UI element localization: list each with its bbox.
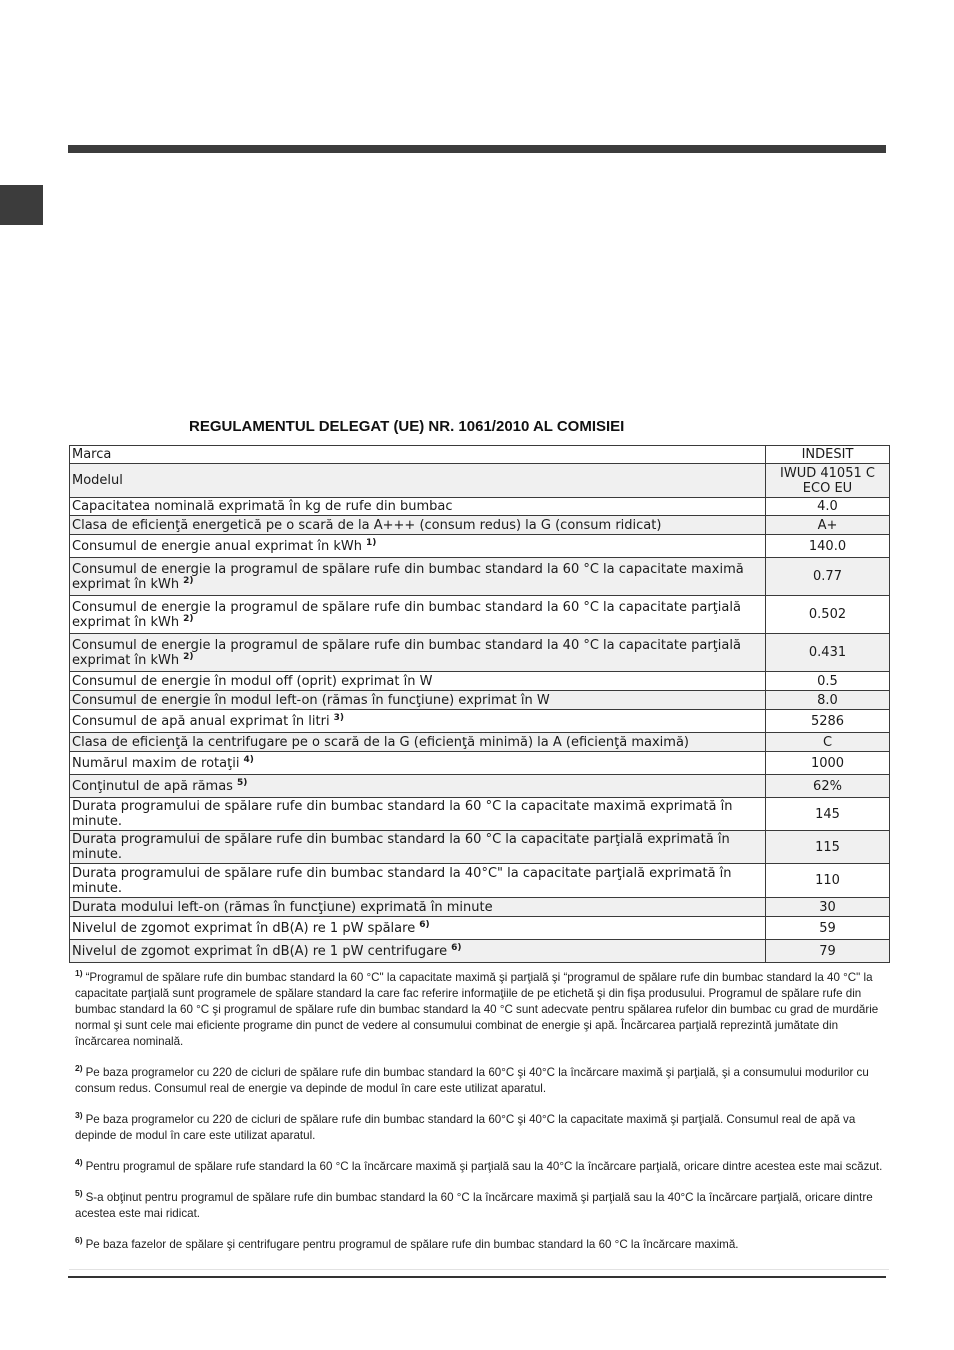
footnote-marker: 5) (75, 1188, 83, 1198)
regulation-title: REGULAMENTUL DELEGAT (UE) NR. 1061/2010 AL COMISIEI (189, 418, 625, 435)
row-label-cell (70, 775, 766, 798)
row-label: Consumul de energie anual exprimat în kWh (72, 538, 362, 554)
row-label: Clasa de eficienţă energetică pe o scară de la A+++ (consum redus) la G (consum ridicat) (72, 517, 662, 533)
row-label-cell (70, 940, 766, 963)
row-value: 145 (766, 798, 890, 831)
table-row (70, 775, 890, 798)
row-value: 0.431 (766, 634, 890, 672)
table-row (70, 535, 890, 558)
footnote-reference: 2) (183, 575, 194, 586)
row-label-cell (70, 535, 766, 558)
row-label-cell (70, 710, 766, 733)
footnote-marker: 2) (75, 1063, 83, 1073)
footnote-reference: 5) (236, 777, 248, 788)
table-row (70, 917, 890, 940)
footnote (75, 1064, 885, 1097)
footnote-reference: 4) (243, 754, 254, 765)
row-label-cell (70, 691, 766, 710)
row-label: Durata programului de spălare rufe din bumbac standard la 40°C" la capacitate parţială exprimată în minute. (72, 865, 732, 896)
row-label-cell (70, 464, 766, 498)
specification-table (69, 445, 890, 963)
row-label-cell (70, 798, 766, 831)
row-label: Modelul (72, 473, 123, 488)
row-label: Consumul de energie la programul de spălare rufe din bumbac standard la 60 °C la capacitate parţială exprimat în kWh (72, 599, 741, 630)
footnote-text: Pe baza programelor cu 220 de cicluri de spălare rufe din bumbac standard la 60°C şi 40°C la capacitate maximă şi parţială. Consumul real de apă va depinde de modul în care este utilizat aparatul. (75, 1113, 856, 1142)
row-label: Nivelul de zgomot exprimat în dB(A) re 1 pW centrifugare (72, 943, 448, 959)
footnote (75, 1189, 885, 1222)
footnote-text: S-a obţinut pentru programul de spălare rufe din bumbac standard la 60 °C la încărcare maximă şi parţială sau la 40°C la încărcare parţială, oricare dintre acestea este mai ridicat. (75, 1191, 873, 1220)
row-label-cell (70, 558, 766, 596)
footnote-text: Pe baza fazelor de spălare şi centrifugare pentru programul de spălare rufe din bumbac standard la 60 °C la încărcare maximă. (85, 1238, 739, 1251)
row-label-cell (70, 498, 766, 516)
row-label: Consumul de energie la programul de spălare rufe din bumbac standard la 60 °C la capacitate maximă exprimat în kWh (72, 561, 744, 592)
footnote (75, 969, 885, 1050)
footnote (75, 1111, 885, 1144)
table-row (70, 596, 890, 634)
table-row (70, 733, 890, 752)
table-row (70, 672, 890, 691)
row-label-cell (70, 917, 766, 940)
footnote-reference: 2) (183, 613, 194, 624)
table-row (70, 446, 890, 464)
row-value: C (766, 733, 890, 752)
table-row (70, 864, 890, 898)
footnote-text: Pe baza programelor cu 220 de cicluri de spălare rufe din bumbac standard la 60°C şi 40°C la încărcare maximă şi parţială, şi a consumului modurilor cu consum redus. Consumul real de energie va depinde de modul în care este utilizat aparatul. (75, 1066, 869, 1095)
table-row (70, 940, 890, 963)
row-label: Consumul de apă anual exprimat în litri (72, 713, 330, 729)
row-label: Nivelul de zgomot exprimat în dB(A) re 1 pW spălare (72, 920, 416, 936)
row-label: Durata programului de spălare rufe din bumbac standard la 60 °C la capacitate maximă exprimată în minute. (72, 799, 733, 829)
row-value: 140.0 (766, 535, 890, 558)
row-value: 5286 (766, 710, 890, 733)
table-row (70, 516, 890, 535)
footnote-marker: 6) (75, 1235, 83, 1245)
footnote-marker: 1) (75, 968, 83, 978)
footnote-text: Pentru programul de spălare rufe standard la 60 °C la încărcare maximă şi parţială sau la 40°C la încărcare parţială, oricare dintre acestea este mai scăzut. (85, 1160, 883, 1173)
row-value: 59 (766, 917, 890, 940)
row-label-cell (70, 672, 766, 691)
row-value: 110 (766, 864, 890, 898)
table-row (70, 634, 890, 672)
row-value: 0.502 (766, 596, 890, 634)
footnote-reference: 1) (365, 537, 377, 548)
row-value: INDESIT (766, 446, 890, 464)
row-label-cell (70, 596, 766, 634)
footnote-reference: 6) (451, 942, 462, 953)
row-label-cell (70, 831, 766, 864)
row-value: A+ (766, 516, 890, 535)
footnote (75, 1158, 885, 1175)
row-value: 4.0 (766, 498, 890, 516)
header-rule (68, 145, 886, 153)
footnotes-divider (69, 1269, 889, 1270)
table-row (70, 898, 890, 917)
row-value: 8.0 (766, 691, 890, 710)
row-label-cell (70, 752, 766, 775)
footnote-reference: 3) (333, 712, 344, 723)
specification-table-body (70, 446, 890, 963)
row-value: 115 (766, 831, 890, 864)
row-label: Consumul de energie în modul left-on (rămas în funcţiune) exprimat în W (72, 692, 550, 708)
row-label: Durata modului left-on (rămas în funcţiune) exprimată în minute (72, 899, 493, 915)
row-value: 62% (766, 775, 890, 798)
row-value: 79 (766, 940, 890, 963)
row-label-cell (70, 898, 766, 917)
row-label-cell (70, 446, 766, 464)
table-row (70, 464, 890, 498)
row-label: Numărul maxim de rotaţii (72, 755, 240, 771)
table-row (70, 498, 890, 516)
footnote-text: “Programul de spălare rufe din bumbac standard la 60 °C" la capacitate maximă şi parţială şi “programul de spălare rufe din bumbac standard la 40 °C" la capacitate parţială sunt programele de spălare standard la care fac referire informaţiile de pe etichetă şi din fişa produsului. Programul de spălare rufe din bumbac standard la 60 °C şi programul de spălare rufe din bumbac standard la 40 °C sunt adecvate pentru spălarea rufelor din bumbac cu grad de murdărie normal şi sunt cele mai eficiente programe din punct de vedere al consumului combinat de energie şi apă. Încărcarea parţială reprezintă jumătate din încărcarea nominală. (75, 971, 879, 1048)
row-label-cell (70, 516, 766, 535)
section-tab (0, 185, 43, 225)
footnote-marker: 4) (75, 1157, 83, 1167)
table-row (70, 691, 890, 710)
row-label: Durata programului de spălare rufe din bumbac standard la 60 °C la capacitate parţială exprimată în minute. (72, 832, 730, 862)
row-label: Marca (72, 447, 112, 462)
row-label: Consumul de energie în modul off (oprit) exprimat în W (72, 673, 433, 689)
footnotes (75, 969, 885, 1267)
table-row (70, 710, 890, 733)
table-row (70, 558, 890, 596)
row-value: 0.5 (766, 672, 890, 691)
table-row (70, 798, 890, 831)
row-label: Consumul de energie la programul de spălare rufe din bumbac standard la 40 °C la capacitate parţială exprimat în kWh (72, 637, 741, 668)
row-value: 1000 (766, 752, 890, 775)
row-label: Conţinutul de apă rămas (72, 778, 233, 794)
footnote-marker: 3) (75, 1110, 83, 1120)
table-row (70, 831, 890, 864)
row-value: 0.77 (766, 558, 890, 596)
footnote-reference: 6) (419, 919, 430, 930)
row-value: IWUD 41051 C ECO EU (766, 464, 890, 498)
row-label-cell (70, 733, 766, 752)
footer-rule (68, 1276, 886, 1278)
row-label: Capacitatea nominală exprimată în kg de rufe din bumbac (72, 499, 453, 514)
table-row (70, 752, 890, 775)
row-label: Clasa de eficienţă la centrifugare pe o scară de la G (eficienţă minimă) la A (eficienţă maximă) (72, 734, 689, 750)
footnote (75, 1236, 885, 1253)
row-label-cell (70, 864, 766, 898)
footnote-reference: 2) (183, 651, 194, 662)
row-label-cell (70, 634, 766, 672)
row-value: 30 (766, 898, 890, 917)
